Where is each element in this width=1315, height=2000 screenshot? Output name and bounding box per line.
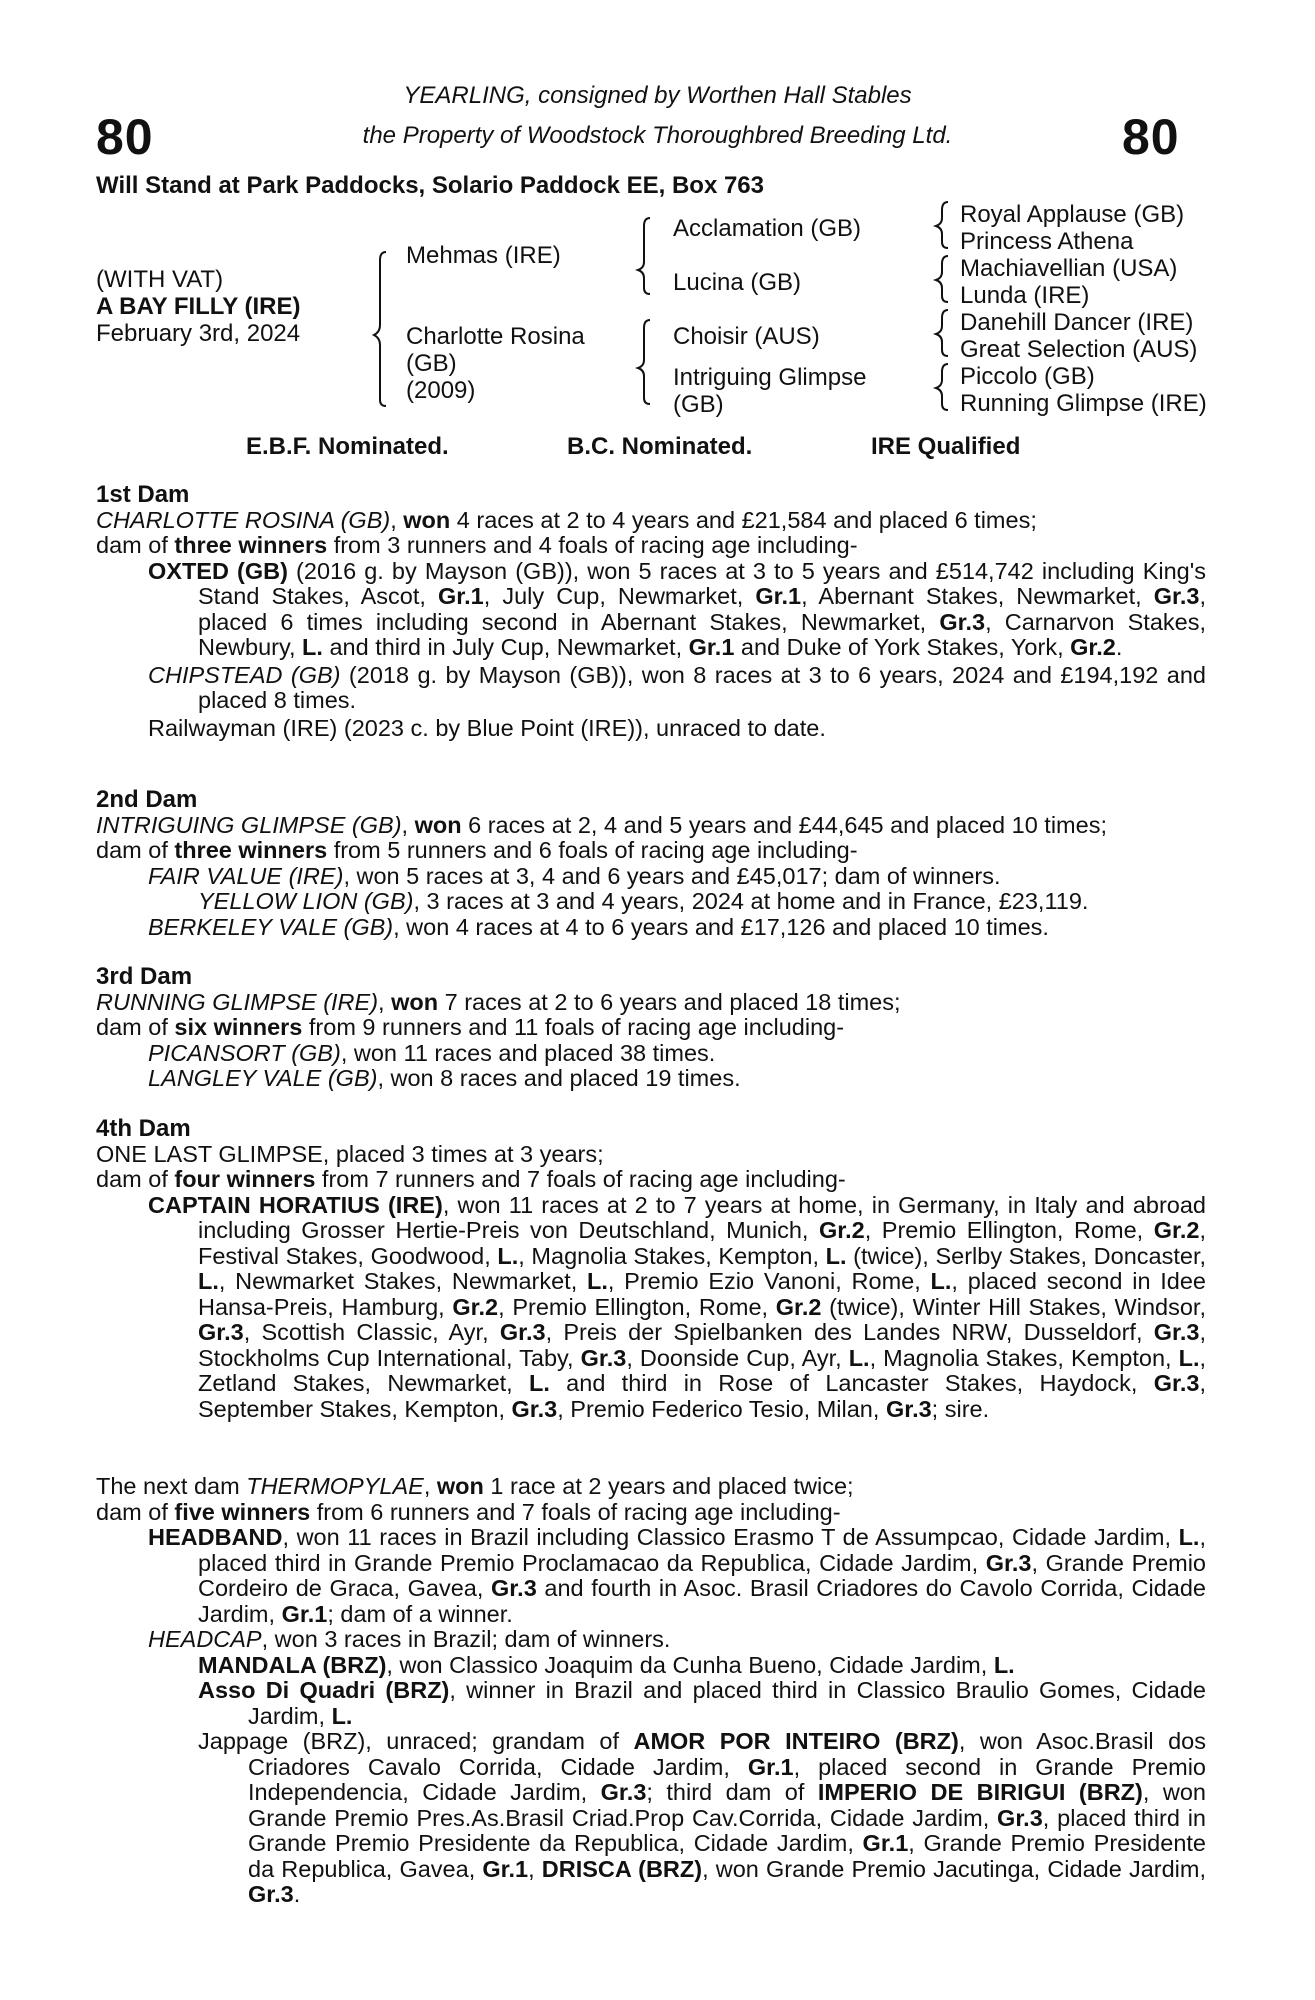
second-dam-section	[96, 787, 1206, 940]
fourth-dam-produce: dam of four winners from 7 runners and 7 foals of racing age including-	[96, 1166, 846, 1192]
produce-oxted: OXTED (GB) (2016 g. by Mayson (GB)), won 5 races at 3 to 5 years and £514,742 including King's Stand Stakes, Ascot, Gr.1, July Cup, Newmarket, Gr.1, Abernant Stakes, Newmarket, Gr.3, placed 6 times including second in Abernant Stakes, Newmarket, Gr.3, Carnarvon Stakes, Newbury, L. and third in July Cup, Newmarket, Gr.1 and Duke of York Stakes, York, Gr.2.	[148, 557, 1206, 660]
produce-berkeley-vale: BERKELEY VALE (GB), won 4 races at 4 to 6 years and £17,126 and placed 10 times.	[148, 913, 1049, 940]
dam-sire: Choisir (AUS)	[673, 323, 820, 350]
dam-year: (2009)	[406, 377, 476, 404]
sd-sire: Machiavellian (USA)	[960, 255, 1178, 282]
second-dam-produce: dam of three winners from 5 runners and 6 foals of racing age including-	[96, 837, 858, 863]
produce-picansort: PICANSORT (GB), won 11 races and placed 38 times.	[148, 1039, 716, 1066]
first-dam-produce: dam of three winners from 3 runners and 4 foals of racing age including-	[96, 532, 858, 558]
third-dam-record: RUNNING GLIMPSE (IRE), won 7 races at 2 to 6 years and placed 18 times;	[96, 988, 901, 1015]
lot-number-left: 80	[96, 109, 154, 165]
third-dam-section	[96, 964, 1206, 1092]
sd-dam: Lunda (IRE)	[960, 282, 1090, 309]
sire: Mehmas (IRE)	[406, 242, 561, 269]
first-dam-section	[96, 482, 1206, 741]
produce-chipstead: CHIPSTEAD (GB) (2018 g. by Mayson (GB)), won 8 races at 3 to 6 years, 2024 and £194,192 and placed 8 times.	[148, 661, 1206, 713]
horse-name: A BAY FILLY (IRE)	[96, 293, 301, 320]
ss-dam: Princess Athena	[960, 228, 1134, 255]
produce-captain-horatius: CAPTAIN HORATIUS (IRE), won 11 races at 2 to 7 years at home, in Germany, in Italy and abroad including Grosser Hertie-Preis von Deutschland, Munich, Gr.2, Premio Ellington, Rome, Gr.2, Festival Stakes, Goodwood, L., Magnolia Stakes, Kempton, L. (twice), Serlby Stakes, Doncaster, L., Newmarket Stakes, Newmarket, L., Premio Ezio Vanoni, Rome, L., placed second in Idee Hansa-Preis, Hamburg, Gr.2, Premio Ellington, Rome, Gr.2 (twice), Winter Hill Stakes, Windsor, Gr.3, Scottish Classic, Ayr, Gr.3, Preis der Spielbanken des Landes NRW, Dusseldorf, Gr.3, Stockholms Cup International, Taby, Gr.3, Doonside Cup, Ayr, L., Magnolia Stakes, Kempton, L., Zetland Stakes, Newmarket, L. and third in Rose of Lancaster Stakes, Haydock, Gr.3, September Stakes, Kempton, Gr.3, Premio Federico Tesio, Milan, Gr.3; sire.	[148, 1191, 1207, 1422]
produce-mandala: MANDALA (BRZ), won Classico Joaquim da Cunha Bueno, Cidade Jardim, L.	[198, 1651, 1015, 1678]
ss-sire: Royal Applause (GB)	[960, 201, 1185, 228]
second-dam-record: INTRIGUING GLIMPSE (GB), won 6 races at 2, 4 and 5 years and £44,645 and placed 10 times;	[96, 811, 1107, 838]
produce-jappage: Jappage (BRZ), unraced; grandam of AMOR POR INTEIRO (BRZ), won Asoc.Brasil dos Criadores Cavalo Corrida, Cidade Jardim, Gr.1, placed second in Grande Premio Independencia, Cidade Jardim, Gr.3; third dam of IMPERIO DE BIRIGUI (BRZ), won Grande Premio Pres.As.Brasil Criad.Prop Cav.Corrida, Cidade Jardim, Gr.3, placed third in Grande Premio Presidente da Republica, Cidade Jardim, Gr.1, Grande Premio Presidente da Republica, Gavea, Gr.1, DRISCA (BRZ), won Grande Premio Jacutinga, Cidade Jardim, Gr.3.	[198, 1728, 1206, 1907]
third-dam-produce: dam of six winners from 9 runners and 11 foals of racing age including-	[96, 1014, 845, 1040]
consignor-line: YEARLING, consigned by Worthen Hall Stables	[403, 82, 912, 109]
produce-langley-vale: LANGLEY VALE (GB), won 8 races and placed 19 times.	[148, 1065, 741, 1091]
vat-note: (WITH VAT)	[96, 266, 224, 293]
next-dam-produce: dam of five winners from 6 runners and 7 foals of racing age including-	[96, 1498, 841, 1525]
next-dam-section	[96, 1474, 1206, 1908]
next-dam-record: The next dam THERMOPYLAE, won 1 race at 2 years and placed twice;	[96, 1473, 854, 1499]
first-dam-record: CHARLOTTE ROSINA (GB), won 4 races at 2 to 4 years and £21,584 and placed 6 times;	[96, 506, 1037, 533]
ire-qualified: IRE Qualified	[871, 433, 1021, 460]
first-dam-heading: 1st Dam	[96, 481, 190, 508]
dam-name: CHARLOTTE ROSINA (GB)	[96, 506, 391, 533]
fourth-dam-section	[96, 1116, 1206, 1422]
third-dam-heading: 3rd Dam	[96, 963, 193, 990]
sire-sire: Acclamation (GB)	[673, 215, 862, 242]
produce-yellow-lion: YELLOW LION (GB), 3 races at 3 and 4 years, 2024 at home and in France, £23,119.	[198, 888, 1089, 914]
bc-nomination: B.C. Nominated.	[567, 433, 753, 460]
dd-sire: Piccolo (GB)	[960, 363, 1095, 390]
fourth-dam-heading: 4th Dam	[96, 1115, 191, 1142]
dam-dam: Intriguing Glimpse	[673, 364, 867, 391]
produce-fair-value: FAIR VALUE (IRE), won 5 races at 3, 4 and 6 years and £45,017; dam of winners.	[148, 862, 1001, 889]
dd-dam: Running Glimpse (IRE)	[960, 390, 1207, 417]
fourth-dam-record: ONE LAST GLIMPSE, placed 3 times at 3 years;	[96, 1140, 604, 1167]
dam: Charlotte Rosina	[406, 323, 585, 350]
produce-asso-di-quadri: Asso Di Quadri (BRZ), winner in Brazil and placed third in Classico Braulio Gomes, Cidade Jardim, L.	[198, 1677, 1206, 1729]
produce-headband: HEADBAND, won 11 races in Brazil including Classico Erasmo T de Assumpcao, Cidade Jardim, L., placed third in Grande Premio Proclamacao da Republica, Cidade Jardim, Gr.3, Grande Premio Cordeiro de Graca, Gavea, Gr.3 and fourth in Asoc. Brasil Criadores do Cavolo Corrida, Cidade Jardim, Gr.1; dam of a winner.	[148, 1524, 1206, 1627]
second-dam-heading: 2nd Dam	[96, 786, 198, 813]
ds-sire: Danehill Dancer (IRE)	[960, 309, 1194, 336]
lot-number-right: 80	[1122, 109, 1180, 165]
produce-headcap: HEADCAP, won 3 races in Brazil; dam of winners.	[148, 1626, 671, 1652]
produce-railwayman: Railwayman (IRE) (2023 c. by Blue Point (IRE)), unraced to date.	[148, 714, 826, 741]
ebf-nomination: E.B.F. Nominated.	[246, 433, 449, 460]
stand-location: Will Stand at Park Paddocks, Solario Paddock EE, Box 763	[96, 172, 765, 199]
horse-dob: February 3rd, 2024	[96, 320, 301, 347]
dam-country: (GB)	[406, 350, 457, 377]
sire-dam: Lucina (GB)	[673, 269, 802, 296]
dam-dam-country: (GB)	[673, 391, 724, 418]
ds-dam: Great Selection (AUS)	[960, 336, 1198, 363]
property-line: the Property of Woodstock Thoroughbred Breeding Ltd.	[362, 122, 953, 149]
